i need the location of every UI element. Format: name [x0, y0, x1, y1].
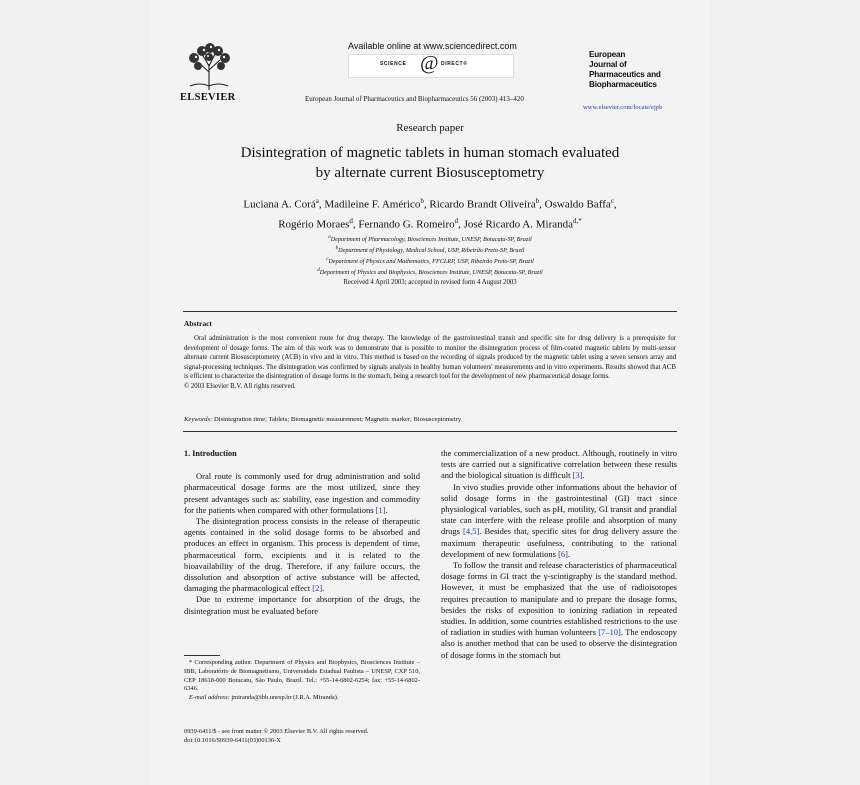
- journal-title-block: [589, 50, 681, 96]
- sd-logo-at: @: [420, 52, 439, 74]
- paragraph: To follow the transit and release characteristics of pharmaceutical dosage forms in GI tract the γ-scintigraphy is the standard method. However, it must be emphasized that the use of radioisotopes requires precaution to manipulate and to prepare the dosage forms, besides the risks of exposition to ionizing radiation in repeated studies. In addition, some countries established restrictions to the use of radiation in studies with human volunteers [7–10]. The endoscopy also is another method that can be used to observe the disintegration of dosage forms in the stomach but: [441, 560, 677, 660]
- author-name: Rogério Moraes: [278, 218, 350, 231]
- abstract-body: [184, 334, 676, 392]
- paragraph: Due to extreme importance for absorption of the drugs, the disintegration must be evaluated before: [184, 594, 420, 616]
- abstract-text: Oral administration is the most convenient route for drug therapy. The knowledge of the gastrointestinal transit and specific site for drug delivery is a prerequisite for development of dosage forms. The aim of this work was to demonstrate that is possible to monitor the disintegration process of film-coated magnetic tablets by multi-sensor alternate current Biosusceptometry (ACB) in vivo and in vitro. This method is based on the recording of signals produced by the magnetic tablet using a seven sensors array and signal-processing techniques. The disintegration was confirmed by signals analysis in healthy human volunteers' measurements and in vitro experiments. Results showed that ACB is efficient to characterize the disintegration of dosage forms in the stomach, being a research tool for the development of new pharmaceutical dosage forms.: [184, 335, 676, 381]
- author-name: Fernando G. Romeiro: [358, 218, 455, 231]
- keywords-list: Disintegration time; Tablets; Biomagnetic measurement; Magnetic marker; Biosusceptometry: [213, 416, 462, 423]
- abstract-bottom-rule: [183, 431, 677, 432]
- affiliation-item: [0, 266, 860, 277]
- publisher-name: ELSEVIER: [180, 92, 236, 103]
- right-column: [441, 448, 677, 661]
- paragraph-text: The disintegration process consists in the release of therapeutic agents contained in the solid dosage forms to be absorbed and produces an effect in organism. This process is dependent of time, pharmaceutical form, excipients and it is related to the bioavailability of the drug. Therefore, if any failure occurs, the dissolution and absorption of active substance will be affected, damaging the pharmacological effect: [184, 516, 420, 594]
- affiliation-item: [0, 233, 860, 244]
- paragraph: Oral route is commonly used for drug administration and solid pharmaceutical dosage forms are the most utilized, since they present advantages such as: stability, ease ingestion and commodity for the patients when compared with other formulations [1].: [184, 471, 420, 515]
- bottom-info: [184, 727, 444, 745]
- citation-link[interactable]: [4,5]: [462, 526, 480, 537]
- paragraph-text: the commercialization of a new product. Although, routinely in vitro tests are carried out a significative correlation between these results and the biological situation is difficult: [441, 448, 677, 481]
- affil-text: Department of Pharmacology, Biosciences Institute, UNESP, Botucatu-SP, Brazil: [330, 236, 532, 244]
- authors-line-1: Luciana A. Corá$^a$, Madileine F. Américo$^b$, Ricardo Brandt Oliveira$^b$, Oswaldo Baffa$^c$,: [243, 197, 617, 211]
- paragraph-text: The endoscopy also is another method that can be used to observe the disintegration of dosage forms in the stomach but: [441, 627, 677, 660]
- author-name: Madileine F. Américo: [324, 198, 421, 211]
- keywords-label: Keywords:: [184, 416, 213, 423]
- affil-sup: b: [335, 246, 339, 252]
- journal-citation: European Journal of Pharmaceutics and Biopharmaceutics 56 (2003) 413–420: [305, 95, 524, 103]
- issn-line: 0939-6411/$ - see front matter © 2003 Elsevier B.V. All rights reserved.: [184, 728, 369, 735]
- citation-link[interactable]: [3]: [572, 470, 583, 481]
- author-sup: d,*: [573, 216, 582, 225]
- author-sup: b: [420, 197, 424, 205]
- affil-text: Department of Physiology, Medical School, USP, Ribeirão Preto-SP, Brazil: [338, 247, 525, 255]
- email-address[interactable]: jmiranda@ibb.unesp.br (J.R.A. Miranda).: [231, 694, 339, 702]
- citation-link[interactable]: [6]: [558, 548, 569, 559]
- available-online: Available online at www.sciencedirect.com: [348, 41, 517, 51]
- affil-text: Department of Physics and Biophysics, Biosciences Institute, UNESP, Botucatu-SP, Brazil: [319, 269, 543, 277]
- author-sup: c: [610, 197, 614, 205]
- title-line-2: by alternate current Biosusceptometry: [315, 165, 545, 181]
- keywords: [184, 416, 676, 423]
- affiliation-item: [0, 244, 860, 255]
- author-sup: d: [454, 216, 459, 225]
- section-title: 1. Introduction: [184, 449, 237, 458]
- title-line-1: Disintegration of magnetic tablets in human stomach evaluated: [240, 145, 620, 161]
- corresponding-author: * Corresponding author. Department of Physics and Biophysics, Biosciences Institute – IBB, Laboratório de Biomagnetismo, Universidade Estadual Paulista – UNESP, CXP 510, CEP 18618-000 Botucatu, São Paulo, Brazil. Tel.: +55-14-6802-6254; fax: +55-14-6802-6346.: [184, 659, 420, 693]
- abstract-top-rule: [183, 311, 677, 312]
- email-line: [184, 694, 420, 703]
- affil-sup: d: [317, 268, 320, 274]
- citation-link[interactable]: [7–10]: [598, 627, 621, 638]
- footnote-rule: [184, 655, 220, 656]
- article-type: Research paper: [396, 122, 464, 134]
- paragraph: the commercialization of a new product. Although, routinely in vitro tests are carried out a significative correlation between these results and the biological situation is difficult [3].: [441, 448, 677, 481]
- paragraph-text: Oral route is commonly used for drug administration and solid pharmaceutical dosage forms are the most utilized, since they present advantages such as: stability, ease ingestion and commodity for the patients when compared with other formulations: [184, 471, 420, 515]
- doi-line: doi:10.1016/S0939-6411(03)00136-X: [184, 737, 281, 744]
- affiliation-item: [0, 255, 860, 266]
- abstract-copyright: © 2003 Elsevier B.V. All rights reserved.: [184, 382, 296, 390]
- author-name: Luciana A. Corá: [243, 198, 316, 211]
- affiliations: [0, 233, 860, 277]
- author-sup: d: [349, 216, 353, 225]
- affil-sup: c: [326, 257, 329, 263]
- paragraph-text: To follow the transit and release characteristics of pharmaceutical dosage forms in GI tract the γ-scintigraphy is the standard method. However, it must be emphasized that the use of radioisotopes requires precaution to manipulate and to prepare the dosage forms, besides the risks of exposition to ionizing radiation in repeated studies. In addition, some countries established restrictions to the use of radiation in studies with human volunteers: [441, 560, 677, 638]
- left-column: [184, 448, 420, 617]
- author-name: Oswaldo Baffa: [544, 198, 611, 211]
- paragraph-text: In vivo studies provide other informations about the behavior of solid dosage forms in the gastrointestinal (GI) tract since physiological variables, such as pH, motility, GI transit and prandial state can interfere with the release profile and absorption of many drugs: [441, 481, 677, 537]
- citation-link[interactable]: [1]: [375, 504, 386, 515]
- paragraph: The disintegration process consists in the release of therapeutic agents contained in the solid dosage forms to be absorbed and produces an effect in organism. This process is dependent of time, pharmaceutical form, excipients and it is related to the bioavailability of the drug. Therefore, if any failure occurs, the dissolution and absorption of active substance will be affected, damaging the pharmacological effect [2].: [184, 516, 420, 594]
- journal-url-link[interactable]: www.elsevier.com/locate/ejpb: [583, 104, 663, 111]
- authors-line-2: Rogério Moraes$^d$, Fernando G. Romeiro$^d$, José Ricardo A. Miranda$^{d,*}$: [278, 216, 582, 231]
- sd-logo-right: DIRECT®: [441, 61, 468, 67]
- journal-line-3: Pharmaceutics and: [589, 70, 661, 79]
- article-title: [0, 143, 860, 183]
- author-name: Ricardo Brandt Oliveira: [429, 198, 536, 211]
- abstract-heading: Abstract: [184, 319, 212, 328]
- affil-text: Department of Physics and Mathematics, FFCLRP, USP, Ribeirão Preto-SP, Brazil: [328, 258, 534, 266]
- sd-logo-left: SCIENCE: [380, 61, 407, 67]
- author-name: José Ricardo A. Miranda: [463, 218, 574, 231]
- citation-link[interactable]: [2]: [312, 583, 323, 594]
- affil-sup: a: [328, 235, 331, 240]
- author-sup: a: [315, 197, 319, 205]
- paragraph: In vivo studies provide other informations about the behavior of solid dosage forms in the gastrointestinal (GI) tract since physiological variables, such as pH, motility, GI transit and prandial state can interfere with the release profile and absorption of many drugs [4,5]. Besides that, specific sites for drug delivery assure the maximum therapeutic usefulness, contributing to the rational development of new formulations [6].: [441, 481, 678, 559]
- footnote: [184, 659, 420, 703]
- email-label: E-mail address:: [189, 694, 230, 702]
- paragraph-text: Besides that, specific sites for drug delivery assure the maximum therapeutic usefulness, contributing to the rational development of new formulations: [441, 526, 678, 559]
- received-dates: Received 4 April 2003; accepted in revised form 4 August 2003: [343, 279, 517, 286]
- author-list: [0, 193, 860, 232]
- journal-line-2: Journal of: [589, 60, 627, 69]
- journal-line-1: European: [589, 50, 626, 59]
- author-sup: b: [535, 197, 540, 205]
- journal-line-4: Biopharmaceutics: [589, 80, 657, 89]
